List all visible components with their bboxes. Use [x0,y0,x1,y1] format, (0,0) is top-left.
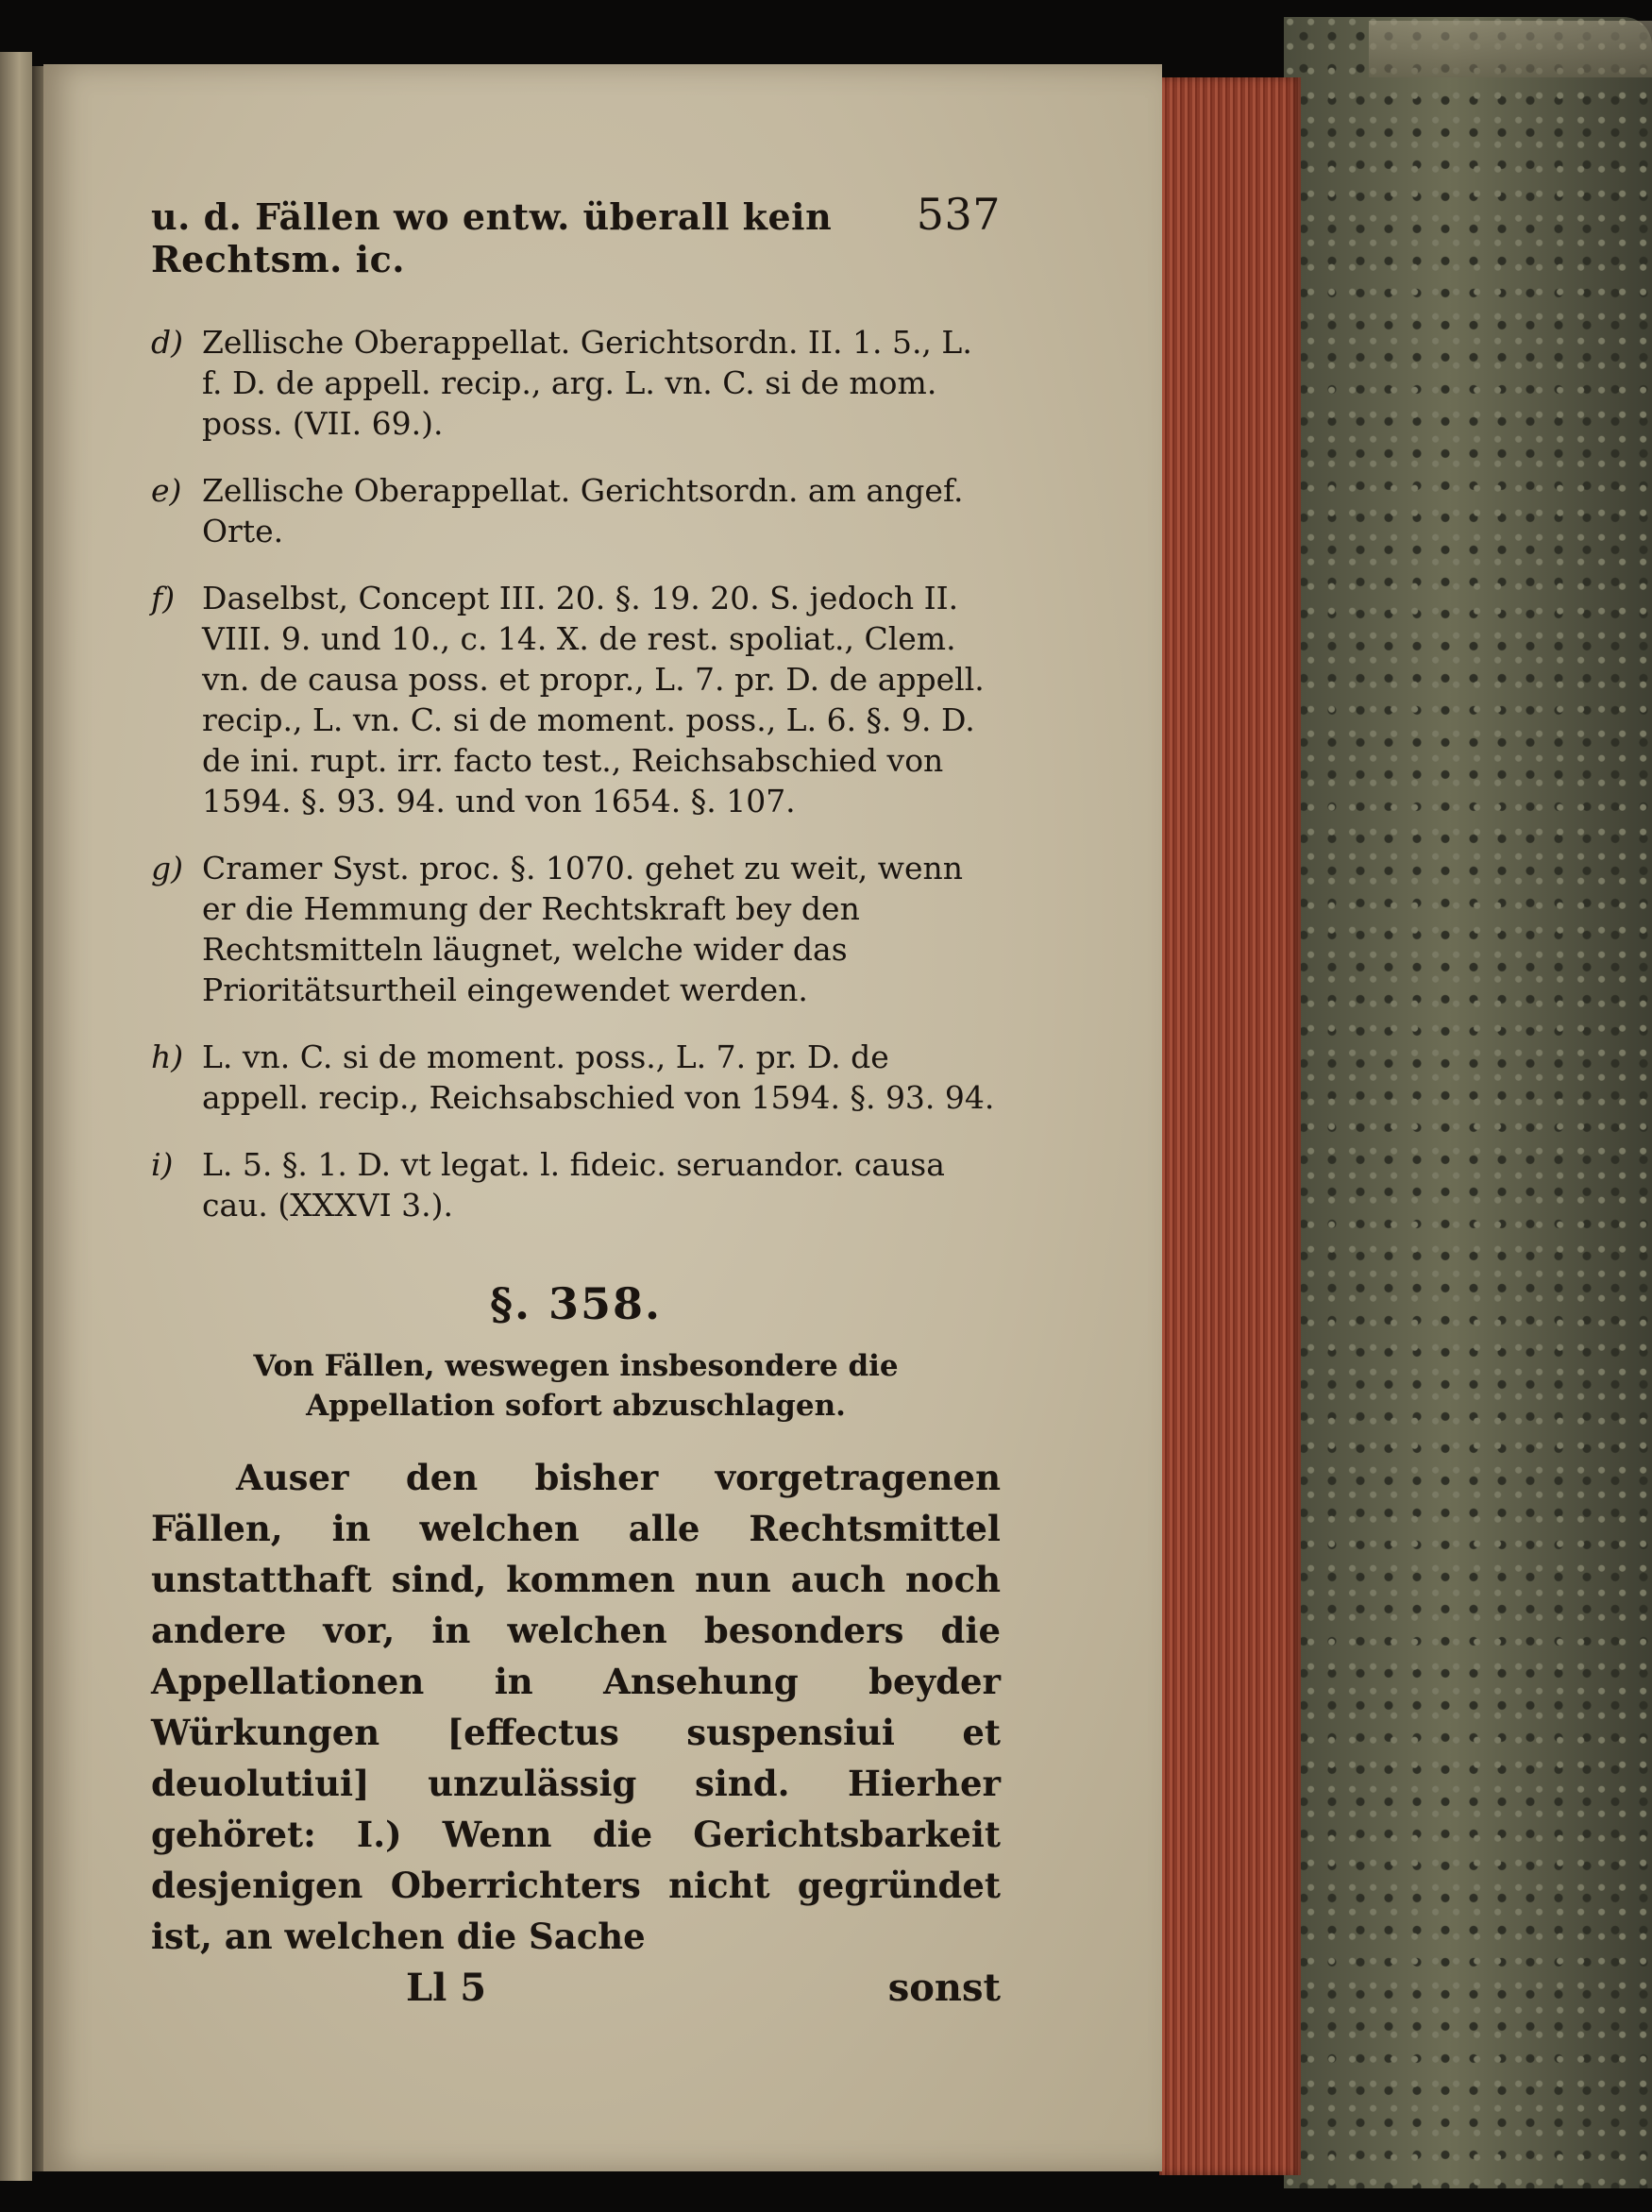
footnote-text: Cramer Syst. proc. §. 1070. gehet zu weit, wenn er die Hemmung der Rechtskraft bey den Rechtsmitteln läugnet, welche wider das Prioritätsurtheil eingewendet werden. [202,850,964,1008]
footnote-mark: h) [151,1038,184,1075]
footnote-text: Zellische Oberappellat. Gerichtsordn. II. 1. 5., L. f. D. de appell. recip., arg. L. vn. C. si de mom. poss. (VII. 69.). [202,324,972,442]
footnote-text: L. vn. C. si de moment. poss., L. 7. pr. D. de appell. recip., Reichsabschied von 1594. §. 93. 94. [202,1038,995,1116]
signature-mark: Ll 5 [406,1966,487,2010]
footnote [151,1144,1001,1225]
cover-top-edge [1369,21,1652,77]
section-number: §. 358. [489,1278,663,1329]
footnote-mark: i) [151,1146,174,1183]
page-footer [151,1966,1001,2018]
footnote [151,470,1001,551]
footnote-text: L. 5. §. 1. D. vt legat. l. fideic. seruandor. causa cau. (XXXVI 3.). [202,1146,945,1224]
footnote-mark: e) [151,472,182,509]
footnote-mark: f) [151,580,176,616]
running-title: u. d. Fällen wo entw. überall kein Rechtsm. ic. [151,195,833,280]
footnote [151,578,1001,821]
book-cover [1284,17,1652,2188]
facing-page-edge [0,52,32,2181]
footnote [151,322,1001,444]
book-gutter [32,66,43,2171]
footnote [151,848,1001,1010]
section-body: Auser den bisher vorgetragenen Fällen, in welchen alle Rechtsmittel unstatthaft sind, kommen nun auch noch andere vor, in welchen besonders die Appellationen in Ansehung beyder Würkungen [effectus suspensiui et deuolutiui] unzulässig sind. Hierher gehöret: I.) Wenn die Gerichtsbarkeit desjenigen Oberrichters nicht gegründet ist, an welchen die Sache [151,1457,1001,1957]
footnote-mark: g) [151,850,183,886]
catchword: sonst [887,1966,1001,2010]
footnote-text: Daselbst, Concept III. 20. §. 19. 20. S. jedoch II. VIII. 9. und 10., c. 14. X. de rest. spoliat., Clem. vn. de causa poss. et propr., L. 7. pr. D. de appell. recip., L. vn. C. si de moment. poss., L. 6. §. 9. D. de ini. rupt. irr. facto test., Reichsabschied von 1594. §. 93. 94. und von 1654. §. 107. [202,580,985,819]
footnote-text: Zellische Oberappellat. Gerichtsordn. am angef. Orte. [202,472,964,549]
footnotes [151,322,1001,1225]
footnote-mark: d) [151,324,183,361]
page-text [151,189,1001,2018]
footnote [151,1037,1001,1118]
section-title: Von Fällen, weswegen insbesondere die Appellation sofort abzuschlagen. [253,1349,899,1423]
running-head [151,189,1001,280]
page-fore-edge [1159,77,1301,2175]
page-number: 537 [916,189,1001,240]
